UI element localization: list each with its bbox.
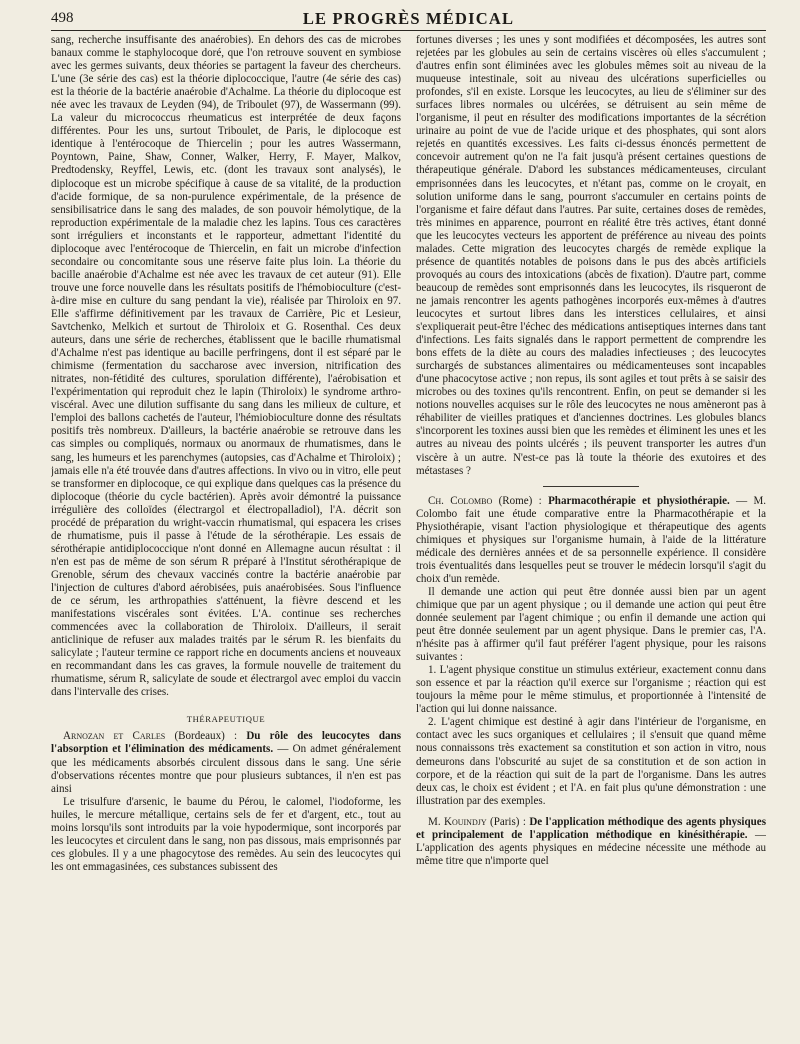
abstract-authors: Arnozan et Carles xyxy=(63,730,166,743)
leucocytes-paragraph: Le trisulfure d'arsenic, le baume du Pérou, le calomel, l'iodoforme, les huiles, le mercure métallique, certains sels de fer et d'argent, etc., tout au moins lorsqu'ils sont introduits par la voie hypodermique, sont incorporés par les leucocytes et circulent dans le sang, non pas dissous, mais emprisonnés par ces globules. Il y a une phagocytose des remèdes. Au sein des leucocytes qui les ont emmagasinées, ces substances subissent des xyxy=(51,795,401,873)
abstract-body: — On admet généralement que les médicaments absorbés circulent dissous dans le sang. Une série d'observations récentes montre que pour plusieurs subtances, il n'en est pas ainsi xyxy=(51,743,401,795)
colombo-point-1: 1. L'agent physique constitue un stimulus extérieur, exactement connu dans son essence et par la réaction qu'il exerce sur l'organisme ; réaction qui est toujours la même pour le même stimulus, et proportionnée à l'intensité de l'action qui lui donne naissance. xyxy=(416,664,766,716)
page-number: 498 xyxy=(51,10,74,26)
section-rubric: THÉRAPEUTIQUE xyxy=(186,714,266,725)
colombo-paragraph: Il demande une action qui peut être donnée aussi bien par un agent chimique que par un agent physique ; ou il demande une action qui peut être donnée seulement par l'agent chimique ; ou enfin il demande une action qui peut être donnée seulement par un agent physique. Dans le premier cas, l'A. n'hésite pas à affirmer qu'il faut préférer l'agent physique, pour les raisons suivantes : xyxy=(416,585,766,664)
abstract-title: Du rôle des leucocytes dans l'absorption et l'élimination des médicaments. xyxy=(51,730,401,756)
leucocytes-abstract xyxy=(51,730,401,795)
journal-title: LE PROGRÈS MÉDICAL xyxy=(302,9,515,28)
section-divider xyxy=(543,486,639,487)
abstract-title: De l'application méthodique des agents physiques et principalement de l'application méthodique en kinésithérapie. xyxy=(416,815,766,841)
abstract-city: (Rome) : xyxy=(498,494,542,507)
kouindjy-abstract xyxy=(416,816,766,868)
left-column xyxy=(51,34,401,1039)
right-column xyxy=(416,34,766,1039)
abstract-city: (Bordeaux) : xyxy=(174,730,238,743)
abstract-title: Pharmacothérapie et physiothérapie. xyxy=(548,494,730,507)
abstract-author: Ch. Colombo xyxy=(428,494,493,507)
page-header xyxy=(51,8,766,31)
text-columns xyxy=(51,34,766,1039)
leucocytes-continuation: fortunes diverses ; les unes y sont modifiées et décomposées, les autres sont rejetées par les globules au sein de certains viscères où elles s'accumulent ; d'autres enfin sont éliminées avec les globules mêmes soit au niveau de la muqueuse intestinale, soit au niveau des ulcérations superficielles ou profondes, s'il en existe. Lorsque les leucocytes, au lieu de s'éliminer sur des surfaces libres normales ou ulcérées, se détruisent au sein même de l'organisme, il peut en résulter des modifications importantes de la sécrétion urinaire au point de vue de l'acide urique et des phosphates, qui sont alors rejetés en quantités excessives. Les faits ci-dessus énoncés permettent de concevoir autrement qu'on ne l'a fait jusqu'à présent certaines questions de thérapeutique générale. D'abord les substances médicamenteuses, circulant emprisonnées dans les leucocytes, et n'étant pas, comme on le croyait, en solution uniforme dans le sang, pourront s'accumuler en certains points de l'organisme et faire défaut dans l'autres. Par suite, certaines doses de remèdes, très minimes en apparence, pourront en réalité être très actives, étant donné que les leucocytes vecteurs les apportent de préférence au niveau des points malades. Cette migration des leucocytes chargés de remède explique la présence de quantités notables de poisons dans le pus des abcès artificiels provoqués au cours des intoxications (abcès de fixation). D'autre part, comme beaucoup de remèdes sont emprisonnés dans les leucocytes, ils risqueront de ne jamais rencontrer les agents pathogènes incorporés eux-mêmes à d'autres leucocytes et surtout libres dans les interstices cellulaires, et ainsi s'expliquerait peut-être l'échec des médications antiseptiques internes dans tant d'infections. Les faits signalés dans le rapport permettent de comprendre les bons effets de la diète au cours des maladies infectieuses ; des leucocytes surchargés de substances alimentaires ou médicamenteuses sont incapables d'une phacocytose active ; non repus, ils sont agiles et tout prêts à se saisir des microbes ou des toxines qu'ils rencontrent. Enfin, on peut se demander si les notions nouvelles acquises sur le rôle des leucocytes ne nous amèneront pas à réhabiliter de vieilles pratiques et d'anciennes doctrines. Les globules blancs s'incorporent les toxines aussi bien que les remèdes et éliminent les unes et les autres au niveau des points ulcérés ; ils peuvent transporter les autres d'un viscère à un autre. N'est-ce pas là toute la théorie des exutoires et des métastases ? xyxy=(416,34,766,477)
abstract-body: — M. Colombo fait une étude comparative entre la Pharmacothérapie et la Physiothérapie, visant l'action physiologique et thérapeutique des agents chimiques et physiques sur l'organisme humain, à l'aide de la littérature médicale des dernières années et de sa personnelle expérience. Il considère trois éventualités dans lesquelles peut se trouver le médecin lorsqu'il s'agit du choix d'un remède. xyxy=(416,494,766,585)
abstract-body: — L'application des agents physiques en médecine nécessite une méthode au même titre que n'importe quel xyxy=(416,828,766,867)
abstract-city: (Paris) : xyxy=(490,815,526,828)
abstract-author: M. Kouindjy xyxy=(428,815,487,828)
colombo-abstract xyxy=(416,495,766,586)
colombo-point-2: 2. L'agent chimique est destiné à agir dans l'intérieur de l'organisme, en contact avec les sucs organiques et cellulaires ; il s'ensuit que quand même nous connaissons très exactement sa constitution et son action in vitro, nous demeurons dans l'obscurité au sujet de sa constitution et de son action in corpore, et de la réaction qui suit de la part de l'organisme. Dans les autres deux cas, le choix est évident ; et l'A. en fait plus qu'une démonstration : une illustration par des exemples. xyxy=(416,716,766,807)
rheumatism-report-text: sang, recherche insuffisante des anaérobies). En dehors des cas de microbes banaux comme le staphylocoque doré, que l'on retrouve souvent en symbiose avec les germes suivants, deux théories se partagent la faveur des chercheurs. L'une (3e série des cas) est la théorie diplococcique, l'autre (4e série des cas) est la théorie de la bactérie anaérobie d'Achalme. La théorie du diplocoque est née avec les travaux de Leyden (94), de Triboulet (97), de Wassermann (99). La valeur du micrococcus rheumaticus est interprétée de deux façons différentes. Pour les uns, surtout Triboulet, de Paris, le diplocoque est identique à l'entérocoque de Thiercelin ; pour les autres Wassermann, Poyntown, Paine, Shaw, Conner, Walker, Herry, F. Mayer, Malkov, Predtodensky, Reyffel, Lewis, etc. (dont les travaux sont analysés), le diplocoque est un microbe spécifique à cause de sa vitalité, de la production d'acide formique, de sa non-purulence expérimentale, de la présence de sensibilisatrice dans le sang des malades, de son pouvoir hémolytique, de la reproduction expérimentale de la maladie chez les lapins. Tous ces caractères sont irréguliers et inconstants et le rapporteur, admettant l'identité du diplocoque avec l'entérocoque de Thiercelin, en fait un microbe d'infection secondaire ou concomitante sous une réserve faite plus loin. La théorie du bacille anaérobie d'Achalme est née avec les travaux de cet auteur (91). Elle trouve une force nouvelle dans les résultats positifs de l'hémobioculture (c'est-à-dire mise en culture du sang pendant la vie), réalisée par Thiroloix en 97. Elle s'affirme définitivement par les travaux de Carrière, Pic et Lesieur, Savtchenko, Melkich et surtout de Thiroloix et G. Rosenthal. Ces deux auteurs, dans une série de recherches, établissent que le bacille rhumatismal d'Achalme n'est pas identique au bacille perfringens, dont il est séparé par le chimisme (fermentation du saccharose avec inversion, nitrification des nitrates, non-fétidité des cultures, sporulation différente), l'aérobisation et l'expérimentation qui reproduit chez le lapin (Thiroloix) le syndrome arthro-viscéral. Avec une dilution suffisante du sang dans les milieux de culture, et l'emploi des ballons cachetés de l'auteur, l'hémiobioculture donne des résultats positifs très nombreux. D'ailleurs, la bactérie anaérobie se retrouve dans les cas simples ou compliqués, normaux ou anormaux de rhumatismes, dans le sang, les humeurs et les parenchymes (autopsies, cas d'Achalme et Thiroloix) ; jamais elle n'a été trouvée dans d'autres affections. In vivo ou in vitro, elle peut se transformer en diplocoque, ce qui explique dans quelques cas la présence du diplocoque (théorie du cycle bactérien). Après avoir démontré la puissance irrégulière des colloïdes (électrargol et électropalladiol), l'A. décrit son procédé de préparation du wright-vaccin rhumatismal, qui espacera les crises de rhumatisme, puis il passe à l'étude de la sérothérapie. Les essais de sérothérapie antidiplococcique n'ont donné en Allemagne aucun résultat : il n'en est pas de même de son sérum R préparé à l'Institut sérothérapique de Grenoble, sérum des chevaux vaccinés contre la bactérie anaérobie par l'injection de cultures d'abord aérobisées, puis anaérobisées. Sous l'influence de ce sérum, les arthropathies s'atténuent, la fièvre descend et les manifestations viscérales sont évitées. L'A. continue ses recherches commencées avec la collaboration de Thiroloix. D'ailleurs, il serait anticlinique de refuser aux malades traités par le sérum R. les bienfaits du salicylate ; l'auteur termine ce rapport riche en documents anciens et nouveaux en recommandant dans les cas graves, la formule nouvelle de traitement du rhumatisme, sérum R, salicylate de soude et électrargol avec emploi du vaccin dans l'intervalle des crises. xyxy=(51,34,401,699)
